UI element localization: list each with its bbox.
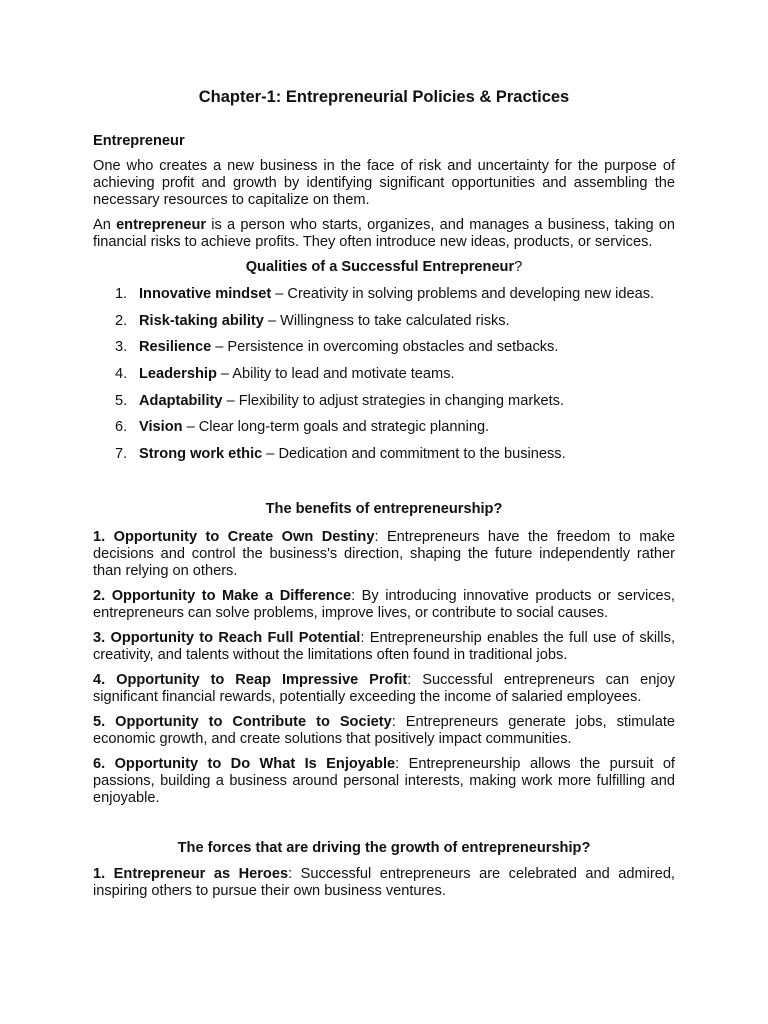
force-desc: : Successful entrepreneurs are celebrated and admired, inspiring others to pursue their own business ventures. [93,865,675,899]
list-item-number: 4. [115,366,128,383]
list-item-text [139,313,510,330]
list-item-term: Vision [139,419,183,436]
list-item [93,366,675,383]
section-spacer [93,815,675,840]
definition-post: is a person who starts, organizes, and manages a business, taking on financial risks to achieve profits. They often introduce new ideas, products, or services. [93,217,675,250]
benefit-desc: : Successful entrepreneurs can enjoy significant financial rewards, potentially exceeding the income of salaried employees. [93,671,676,705]
list-item-desc: – Clear long-term goals and strategic planning. [182,419,490,436]
qualities-heading-suffix: ? [514,259,523,275]
section-spacer [93,473,675,501]
qualities-heading-text: Qualities of a Successful Entrepreneur [245,259,515,275]
list-item-text [139,419,489,436]
list-item-number: 3. [115,339,128,356]
benefit-term: 1. Opportunity to Create Own Destiny [93,528,375,545]
benefit-desc: : By introducing innovative products or services, entrepreneurs can solve problems, improve lives, or contribute to social causes. [93,587,675,621]
list-item-desc: – Ability to lead and motivate teams. [216,366,455,383]
benefit-paragraph [93,588,675,622]
list-item-desc: – Persistence in overcoming obstacles and setbacks. [211,339,559,356]
list-item [93,446,675,463]
list-item-term: Leadership [139,366,217,383]
benefit-term: 2. Opportunity to Make a Difference [93,587,352,604]
benefit-paragraph [93,672,675,706]
benefit-term: 4. Opportunity to Reap Impressive Profit [93,671,408,688]
benefit-paragraph [93,714,675,748]
list-item-desc: – Creativity in solving problems and developing new ideas. [271,286,655,302]
list-item-number: 6. [115,419,128,436]
benefit-paragraph [93,529,675,580]
list-item-desc: – Dedication and commitment to the business. [262,446,566,463]
list-item [93,393,675,410]
list-item-text [139,393,564,410]
benefit-desc: : Entrepreneurship enables the full use of skills, creativity, and talents without the limitations often found in traditional jobs. [93,629,676,663]
force-paragraph [93,866,675,900]
list-item [93,286,675,303]
list-item [93,313,675,330]
benefit-desc: : Entrepreneurs generate jobs, stimulate economic growth, and create solutions that positively impact communities. [93,713,675,747]
benefits-heading: The benefits of entrepreneurship? [265,500,503,517]
benefit-term: 3. Opportunity to Reach Full Potential [93,629,361,646]
benefit-desc: : Entrepreneurship allows the pursuit of passions, building a business around personal interests, making work more fulfilling and enjoyable. [93,755,675,806]
definition-pre: An [93,217,117,233]
force-term: 1. Entrepreneur as Heroes [93,865,289,882]
list-item-text [139,366,455,383]
list-item-text [139,446,566,463]
qualities-heading [93,259,675,276]
list-item-term: Resilience [139,339,212,356]
list-item-term: Strong work ethic [139,446,263,463]
list-item-text [139,286,654,303]
list-item-desc: – Flexibility to adjust strategies in changing markets. [222,392,565,409]
benefit-desc: : Entrepreneurs have the freedom to make decisions and control the business's direction, shaping the future independently rather than relying on others. [93,528,675,579]
list-item [93,419,675,436]
qualities-list [93,286,675,463]
benefit-paragraph [93,756,675,807]
document-content [93,87,675,908]
list-item-number: 7. [115,446,128,463]
list-item [93,339,675,356]
list-item-term: Innovative mindset [139,286,272,302]
page-title: Chapter-1: Entrepreneurial Policies & Practices [198,88,570,106]
entrepreneur-heading: Entrepreneur [93,133,185,149]
benefit-paragraph [93,630,675,664]
definition-bold-term: entrepreneur [116,217,207,233]
list-item-text [139,339,558,356]
list-item-number: 5. [115,392,128,409]
list-item-term: Risk-taking ability [139,312,264,329]
list-item-number: 2. [115,312,128,329]
benefit-term: 6. Opportunity to Do What Is Enjoyable [93,755,396,772]
list-item-term: Adaptability [139,392,223,409]
benefit-term: 5. Opportunity to Contribute to Society [93,713,392,730]
list-item-desc: – Willingness to take calculated risks. [263,312,510,329]
definition-paragraph-1: One who creates a new business in the face of risk and uncertainty for the purpose of achieving profit and growth by identifying significant opportunities and assembling the necessary resources to capitalize on them. [93,158,675,208]
definition-paragraph-2 [93,217,675,251]
forces-heading: The forces that are driving the growth of entrepreneurship? [177,839,591,856]
list-item-number: 1. [115,286,128,302]
